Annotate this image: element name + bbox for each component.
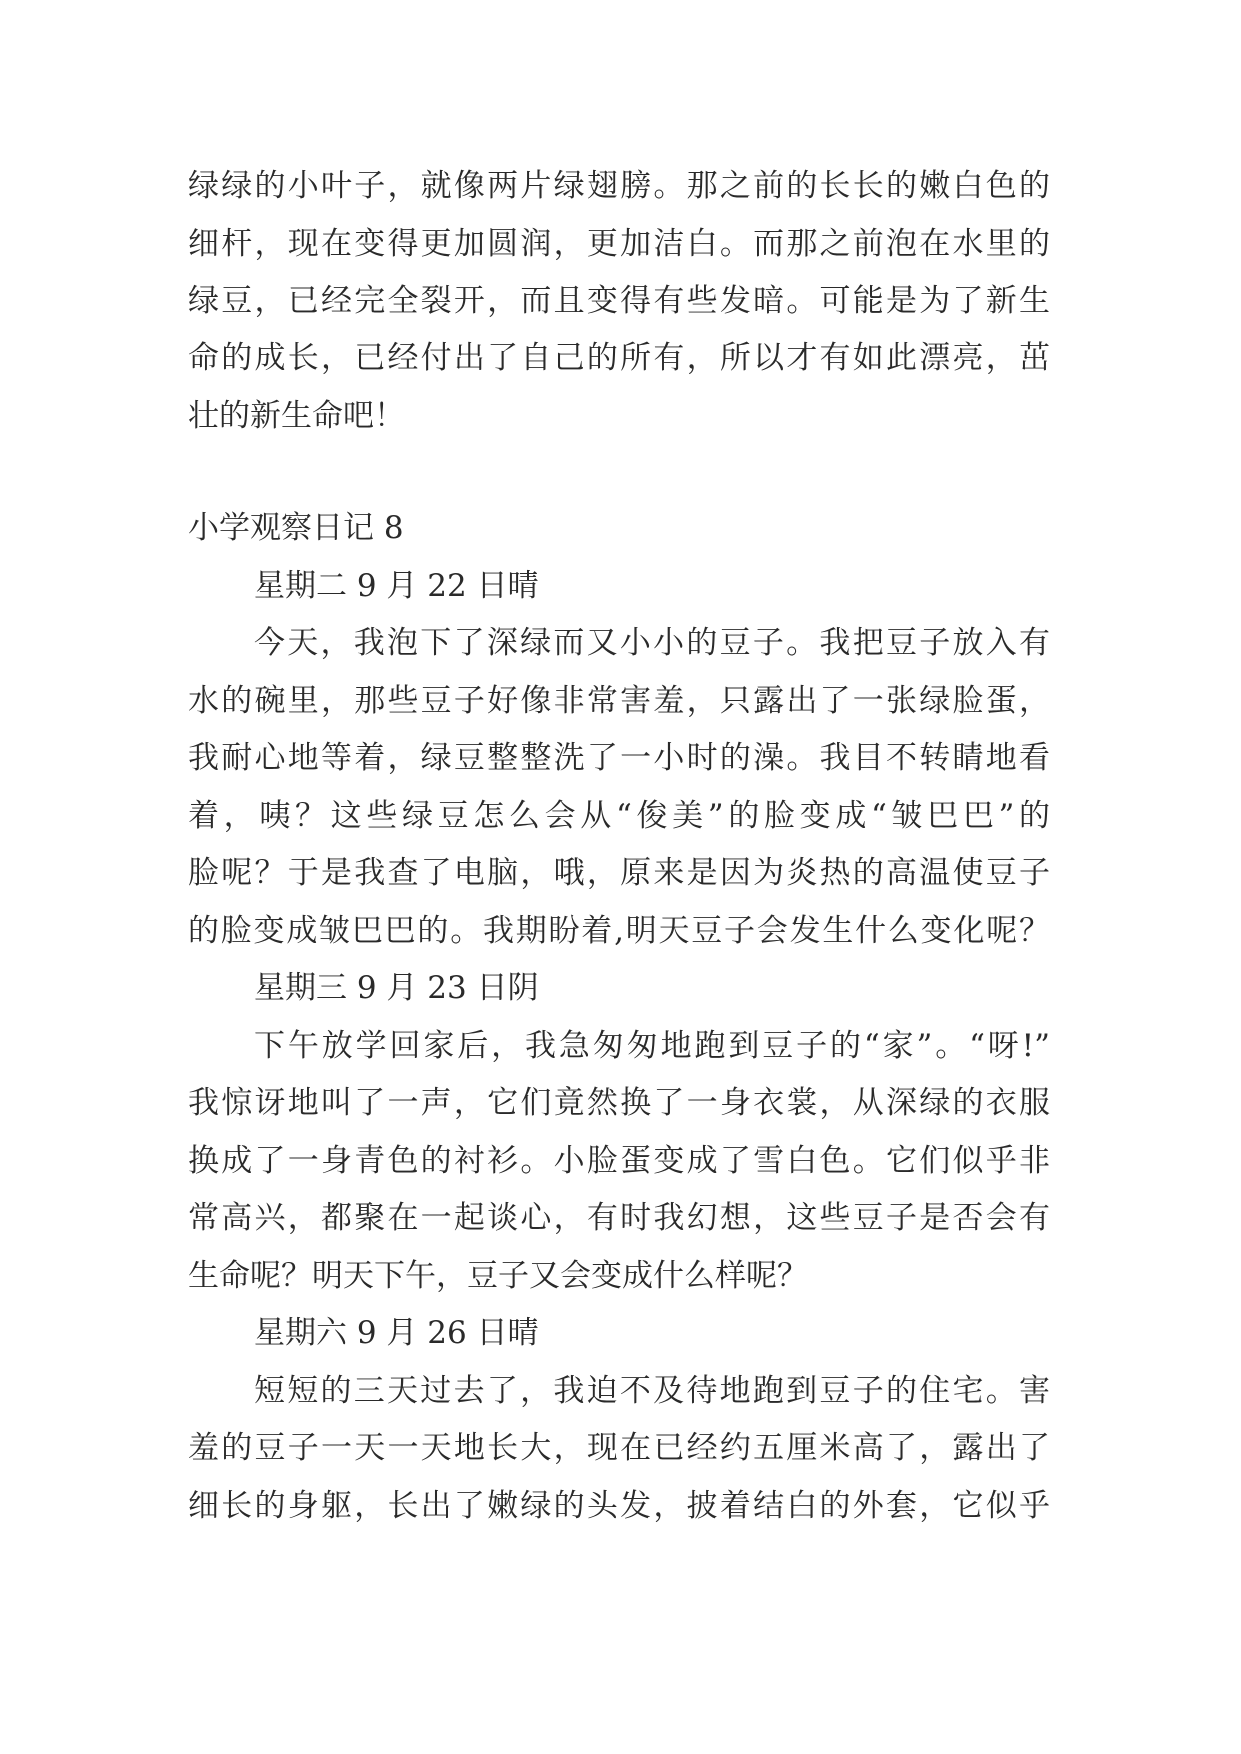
paragraph-line: 命的成长，已经付出了自己的所有，所以才有如此漂亮，茁 [188,340,1050,376]
paragraph-line: 羞的豆子一天一天地长大，现在已经约五厘米高了，露出了 [188,1430,1050,1466]
paragraph-line: 今天，我泡下了深绿而又小小的豆子。我把豆子放入有 [254,625,1050,661]
paragraph-line: 细长的身躯，长出了嫩绿的头发，披着结白的外套，它似乎 [188,1488,1050,1524]
paragraph-line: 脸呢？于是我查了电脑，哦，原来是因为炎热的高温使豆子 [188,855,1050,891]
entry-date: 星期二 9 月 22 日晴 [254,568,539,604]
paragraph-line: 细杆，现在变得更加圆润，更加洁白。而那之前泡在水里的 [188,226,1050,262]
paragraph-line: 着，咦？这些绿豆怎么会从“俊美”的脸变成“皱巴巴”的 [188,798,1050,834]
paragraph-line: 壮的新生命吧！ [188,398,405,434]
entry-date: 星期六 9 月 26 日晴 [254,1315,539,1351]
paragraph-line: 短短的三天过去了，我迫不及待地跑到豆子的住宅。害 [254,1373,1050,1409]
paragraph-line: 的脸变成皱巴巴的。我期盼着,明天豆子会发生什么变化呢？ [188,913,1050,949]
paragraph-line: 生命呢？明天下午，豆子又会变成什么样呢？ [188,1258,808,1294]
paragraph-line: 下午放学回家后，我急匆匆地跑到豆子的“家”。“呀!” [254,1028,1050,1064]
paragraph-line: 换成了一身青色的衬衫。小脸蛋变成了雪白色。它们似乎非 [188,1143,1050,1179]
entry-date: 星期三 9 月 23 日阴 [254,970,539,1006]
paragraph-line: 水的碗里，那些豆子好像非常害羞，只露出了一张绿脸蛋， [188,683,1050,719]
paragraph-line: 绿豆，已经完全裂开，而且变得有些发暗。可能是为了新生 [188,283,1050,319]
section-title: 小学观察日记 8 [188,510,404,546]
paragraph-line: 我耐心地等着，绿豆整整洗了一小时的澡。我目不转睛地看 [188,740,1050,776]
paragraph-line: 常高兴，都聚在一起谈心，有时我幻想，这些豆子是否会有 [188,1200,1050,1236]
paragraph-line: 绿绿的小叶子，就像两片绿翅膀。那之前的长长的嫩白色的 [188,168,1050,204]
paragraph-line: 我惊讶地叫了一声，它们竟然换了一身衣裳，从深绿的衣服 [188,1085,1050,1121]
